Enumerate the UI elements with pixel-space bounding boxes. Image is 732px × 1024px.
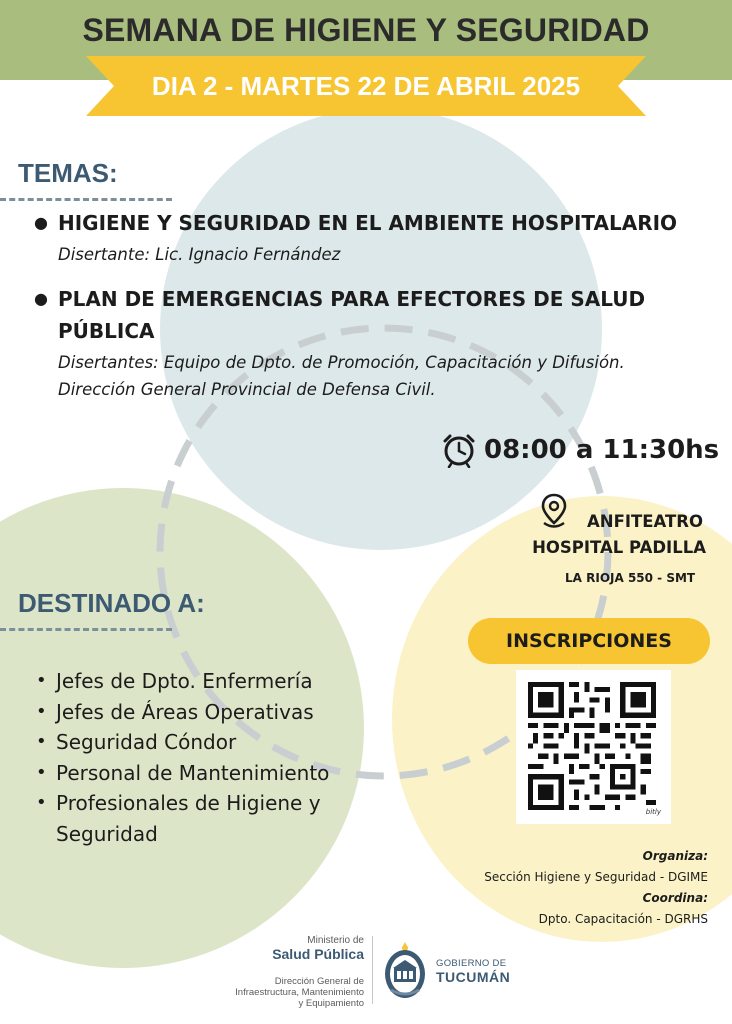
topic-speaker-line2: Dirección General Provincial de Defensa Civil. [58,380,436,399]
organiza-value: Sección Higiene y Seguridad - DGIME [484,870,708,884]
list-item: • Jefes de Áreas Operativas [36,697,356,728]
topics-divider [0,198,172,201]
topic-title-line1: PLAN DE EMERGENCIAS PARA EFECTORES DE SALUD [58,287,646,311]
bullet: ● [34,289,48,308]
qr-code-graphic [528,682,656,810]
tucuman-crest-logo [382,940,428,1002]
topic-speaker-line1: Disertantes: Equipo de Dpto. de Promoción, Capacitación y Difusión. [58,353,625,372]
page-title: SEMANA DE HIGIENE Y SEGURIDAD [82,12,650,48]
ministry-label: Ministerio de [307,935,364,946]
topics-heading: TEMAS: [18,158,118,188]
list-item: • Profesionales de Higiene y [36,788,356,819]
coordina-value: Dpto. Capacitación - DGRHS [538,912,708,926]
registration-qr-code[interactable] [516,670,671,824]
ministry-name: Salud Pública [272,946,364,962]
registration-button[interactable]: INSCRIPCIONES [468,618,710,664]
venue-place: HOSPITAL PADILLA [532,538,706,557]
government-name: TUCUMÁN [436,969,511,985]
clock-icon [442,432,476,468]
venue-address: LA RIOJA 550 - SMT [565,571,696,585]
directorate-line: Infraestructura, Mantenimiento [235,987,364,998]
coordina-label: Coordina [642,891,704,905]
topic-title: HIGIENE Y SEGURIDAD EN EL AMBIENTE HOSPITALARIO [58,211,678,235]
footer-divider [372,936,373,1004]
list-item: • Personal de Mantenimiento [36,758,356,789]
list-item-continuation: Seguridad [56,821,158,846]
government-label: GOBIERNO DE [436,958,507,969]
topic-item [32,207,712,268]
directorate-line: y Equipamiento [298,998,364,1009]
audience-divider [0,628,172,631]
organiza-label: Organiza [642,849,704,863]
time-text: 08:00 a 11:30hs [484,435,720,465]
event-time [442,430,719,470]
topic-item [32,283,712,403]
topic-title-line2: PÚBLICA [58,319,155,343]
audience-list [36,666,356,849]
directorate-name [212,976,364,1009]
list-item: • Jefes de Dpto. Enfermería [36,666,356,697]
credits: Organiza: Sección Higiene y Seguridad - DGIME Coordina: Dpto. Capacitación - DGRHS [440,846,708,930]
audience-heading: DESTINADO A: [18,588,205,618]
topic-speaker: Disertante: Lic. Ignacio Fernández [58,245,341,264]
qr-brand: bitly [645,808,661,816]
directorate-line: Dirección General de [274,976,364,987]
event-date: DIA 2 - MARTES 22 DE ABRIL 2025 [151,71,581,101]
bullet: ● [34,213,48,232]
venue-name: ANFITEATRO [587,512,703,531]
list-item: • Seguridad Cóndor [36,727,356,758]
